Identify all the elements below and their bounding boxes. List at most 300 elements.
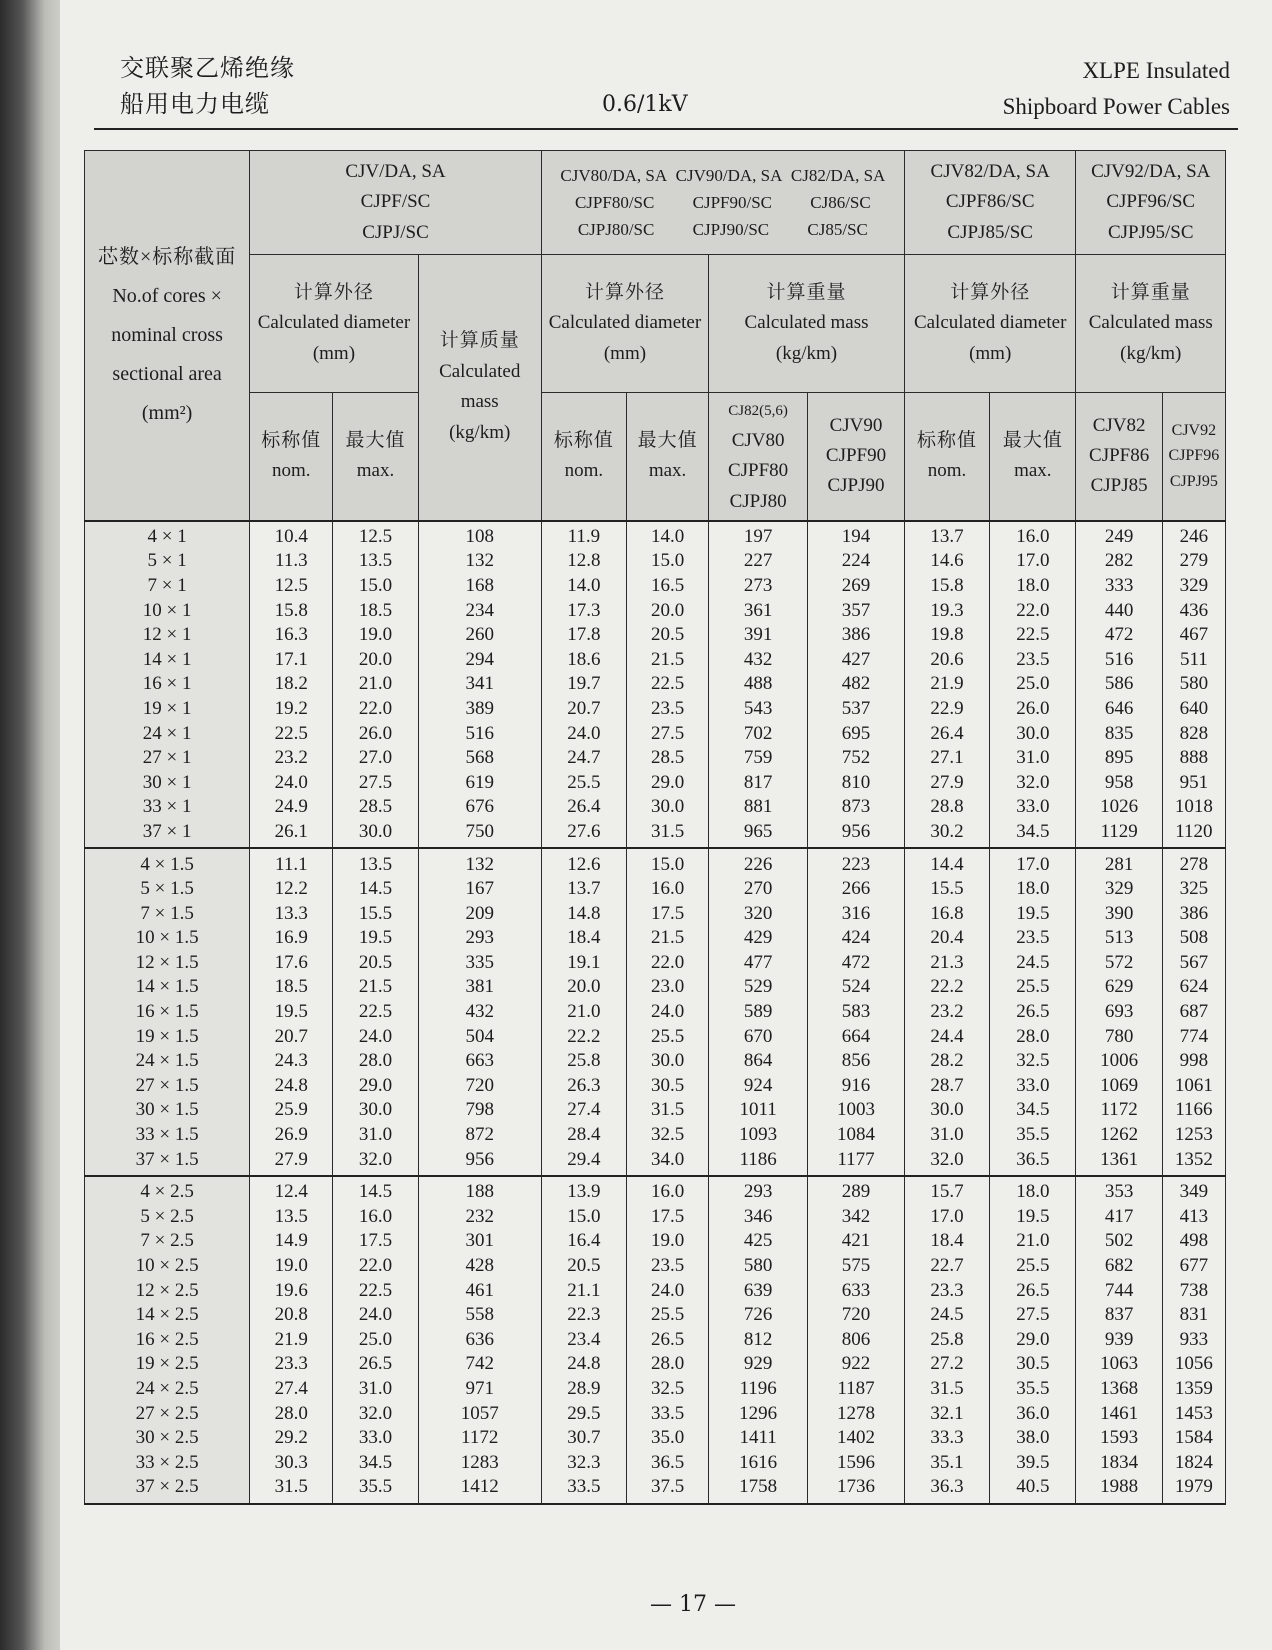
diameter-header-cn: 计算外径 [950,281,1031,303]
cell-g4-mass-92: 498 [1162,1229,1225,1254]
cell-g1-nom-diameter: 19.2 [250,697,333,722]
cell-core-size: 30 × 1.5 [85,1098,250,1123]
cell-core-size: 19 × 1.5 [85,1024,250,1049]
cell-g3-max-diameter: 26.0 [990,697,1076,722]
cell-g2-mass-80: 881 [709,795,808,820]
cell-g1-nom-diameter: 10.4 [250,521,333,550]
cell-g2-max-diameter: 23.5 [627,697,709,722]
cell-g1-max-diameter: 14.5 [333,1176,418,1205]
cell-g4-mass-92: 951 [1162,770,1225,795]
cell-g2-max-diameter: 30.0 [627,795,709,820]
sub-cjpf80: CJPF80 [727,460,789,482]
cell-g3-nom-diameter: 19.3 [904,598,989,623]
cell-g2-max-diameter: 17.5 [627,1205,709,1230]
cell-g1-mass: 209 [418,901,541,926]
cell-g2-mass-90: 266 [808,877,905,902]
table-row [85,1147,1226,1176]
cell-g1-mass: 636 [418,1328,541,1353]
cell-g2-nom-diameter: 30.7 [541,1426,626,1451]
cell-g1-nom-diameter: 18.5 [250,975,333,1000]
cell-g2-nom-diameter: 23.4 [541,1328,626,1353]
table-row [85,1328,1226,1353]
cell-g1-mass: 516 [418,721,541,746]
cell-core-size: 5 × 1 [85,549,250,574]
cell-g1-mass: 461 [418,1278,541,1303]
cell-g2-mass-80: 391 [709,623,808,648]
cell-g2-mass-80: 670 [709,1024,808,1049]
cell-g3-nom-diameter: 18.4 [904,1229,989,1254]
cell-g2-max-diameter: 30.5 [627,1074,709,1099]
cell-g1-nom-diameter: 26.9 [250,1123,333,1148]
cell-g4-mass-92: 1166 [1162,1098,1225,1123]
cell-g2-mass-90: 289 [808,1176,905,1205]
table-row [85,721,1226,746]
table-row [85,672,1226,697]
cell-g1-max-diameter: 32.0 [333,1401,418,1426]
cell-g2-mass-80: 543 [709,697,808,722]
table-row [85,549,1226,574]
cell-g2-mass-90: 720 [808,1303,905,1328]
cell-g2-mass-80: 965 [709,820,808,849]
cell-g4-mass-82: 682 [1076,1254,1162,1279]
cell-g4-mass-82: 1129 [1076,820,1162,849]
mass-header-unit: (kg/km) [449,421,511,443]
cell-g2-mass-80: 1186 [709,1147,808,1176]
sub-cjv82: CJV82 [1092,414,1146,436]
cell-g2-nom-diameter: 13.7 [541,877,626,902]
cell-g1-mass: 1283 [418,1450,541,1475]
cell-g1-mass: 389 [418,697,541,722]
cell-g4-mass-92: 508 [1162,926,1225,951]
cell-g1-mass: 1057 [418,1401,541,1426]
group2-model-h: CJPJ90/SC [692,220,770,240]
cell-g2-max-diameter: 28.5 [627,746,709,771]
cell-g3-max-diameter: 32.5 [990,1049,1076,1074]
cell-g2-max-diameter: 23.0 [627,975,709,1000]
sub-cjpj95: CJPJ95 [1169,473,1218,491]
cell-g4-mass-92: 1120 [1162,820,1225,849]
cell-g2-mass-80: 1296 [709,1401,808,1426]
table-header [85,151,1226,521]
cell-g2-mass-80: 580 [709,1254,808,1279]
cell-g3-max-diameter: 24.5 [990,951,1076,976]
group1-mass-header [418,255,541,521]
cell-g2-nom-diameter: 12.8 [541,549,626,574]
cell-g2-max-diameter: 21.5 [627,926,709,951]
cell-g1-nom-diameter: 24.3 [250,1049,333,1074]
cell-g2-mass-90: 806 [808,1328,905,1353]
cell-g1-nom-diameter: 28.0 [250,1401,333,1426]
cell-g2-nom-diameter: 22.3 [541,1303,626,1328]
group1-model-line3: CJPJ/SC [362,221,429,243]
cell-g1-max-diameter: 27.5 [333,770,418,795]
cell-g2-mass-90: 1177 [808,1147,905,1176]
cell-g3-nom-diameter: 21.3 [904,951,989,976]
table-row [85,1229,1226,1254]
cell-g1-nom-diameter: 19.6 [250,1278,333,1303]
cell-g1-nom-diameter: 14.9 [250,1229,333,1254]
table-row [85,1098,1226,1123]
cell-g2-max-diameter: 34.0 [627,1147,709,1176]
cell-g4-mass-92: 436 [1162,598,1225,623]
diameter-header-cn: 计算外径 [584,281,665,303]
cell-g2-mass-80: 1196 [709,1377,808,1402]
nom-header [904,393,989,521]
diameter-header-en: Calculated diameter [913,312,1067,334]
cell-g4-mass-92: 1359 [1162,1377,1225,1402]
cell-g2-nom-diameter: 29.4 [541,1147,626,1176]
cell-g4-mass-92: 278 [1162,848,1225,877]
cell-g4-mass-82: 1834 [1076,1450,1162,1475]
cell-g2-nom-diameter: 14.8 [541,901,626,926]
cell-g3-max-diameter: 18.0 [990,877,1076,902]
cell-g1-mass: 188 [418,1176,541,1205]
cell-core-size: 4 × 2.5 [85,1176,250,1205]
cell-core-size: 16 × 1.5 [85,1000,250,1025]
cell-g4-mass-92: 1584 [1162,1426,1225,1451]
cell-g1-max-diameter: 22.5 [333,1000,418,1025]
cell-core-size: 33 × 1 [85,795,250,820]
cell-g4-mass-82: 586 [1076,672,1162,697]
cell-core-size: 10 × 1 [85,598,250,623]
cell-g1-mass: 720 [418,1074,541,1099]
cell-g3-nom-diameter: 19.8 [904,623,989,648]
cell-g2-nom-diameter: 25.5 [541,770,626,795]
cell-g2-max-diameter: 28.0 [627,1352,709,1377]
cell-g4-mass-82: 693 [1076,1000,1162,1025]
cell-g2-nom-diameter: 27.4 [541,1098,626,1123]
diameter-header-unit: (mm) [603,342,647,364]
table-row [85,1024,1226,1049]
max-header-cn: 最大值 [1002,429,1063,451]
cell-g1-mass: 750 [418,820,541,849]
cell-g2-max-diameter: 31.5 [627,1098,709,1123]
cell-g2-max-diameter: 20.5 [627,623,709,648]
group2-model-b: CJV90/DA, SA [675,165,783,185]
table-row [85,647,1226,672]
table-row [85,1049,1226,1074]
cell-g2-max-diameter: 22.0 [627,951,709,976]
cell-g3-max-diameter: 22.5 [990,623,1076,648]
cell-core-size: 24 × 1.5 [85,1049,250,1074]
cell-g1-max-diameter: 24.0 [333,1024,418,1049]
cell-g2-max-diameter: 27.5 [627,721,709,746]
cell-g4-mass-92: 413 [1162,1205,1225,1230]
cell-g4-mass-82: 333 [1076,574,1162,599]
cell-g1-max-diameter: 22.5 [333,1278,418,1303]
cell-g3-nom-diameter: 28.2 [904,1049,989,1074]
cell-g1-max-diameter: 20.5 [333,951,418,976]
cell-g4-mass-92: 831 [1162,1303,1225,1328]
cell-core-size: 10 × 1.5 [85,926,250,951]
cell-g2-max-diameter: 35.0 [627,1426,709,1451]
group1-models-header [250,151,542,255]
cell-g2-mass-90: 224 [808,549,905,574]
cell-g3-max-diameter: 31.0 [990,746,1076,771]
cell-g4-mass-92: 1979 [1162,1475,1225,1504]
cell-g2-mass-90: 810 [808,770,905,795]
cell-g1-mass: 301 [418,1229,541,1254]
cell-g4-mass-82: 958 [1076,770,1162,795]
cell-g2-mass-80: 924 [709,1074,808,1099]
cell-g1-nom-diameter: 27.9 [250,1147,333,1176]
cell-core-size: 4 × 1 [85,521,250,550]
table-row [85,975,1226,1000]
cell-g2-max-diameter: 21.5 [627,647,709,672]
table-row [85,1254,1226,1279]
table-row [85,598,1226,623]
cell-g3-nom-diameter: 23.2 [904,1000,989,1025]
cell-g3-max-diameter: 34.5 [990,820,1076,849]
cell-g4-mass-92: 1824 [1162,1450,1225,1475]
cell-core-size: 37 × 2.5 [85,1475,250,1504]
cell-g4-mass-92: 687 [1162,1000,1225,1025]
cell-g1-max-diameter: 32.0 [333,1147,418,1176]
cell-g4-mass-82: 1026 [1076,795,1162,820]
table-row [85,820,1226,849]
cell-g1-max-diameter: 16.0 [333,1205,418,1230]
cell-g2-max-diameter: 22.5 [627,672,709,697]
cell-core-size: 12 × 1.5 [85,951,250,976]
cell-g4-mass-92: 349 [1162,1176,1225,1205]
cell-g1-mass: 504 [418,1024,541,1049]
cell-core-size: 37 × 1.5 [85,1147,250,1176]
cell-g2-max-diameter: 19.0 [627,1229,709,1254]
cell-g3-nom-diameter: 14.4 [904,848,989,877]
cell-g1-nom-diameter: 13.5 [250,1205,333,1230]
diameter-header-unit: (mm) [969,342,1012,364]
cjv80-subheader [709,393,808,521]
cell-g2-mass-90: 633 [808,1278,905,1303]
cjv82-subheader [1076,393,1162,521]
nom-header-en: nom. [927,460,967,482]
cell-g4-mass-92: 1253 [1162,1123,1225,1148]
cell-g4-mass-82: 513 [1076,926,1162,951]
cell-g4-mass-92: 888 [1162,746,1225,771]
cell-g3-nom-diameter: 15.7 [904,1176,989,1205]
cell-g4-mass-92: 1352 [1162,1147,1225,1176]
cell-g1-nom-diameter: 29.2 [250,1426,333,1451]
cell-g1-mass: 558 [418,1303,541,1328]
table-row [85,1176,1226,1205]
cell-g1-nom-diameter: 12.2 [250,877,333,902]
cell-g1-mass: 428 [418,1254,541,1279]
cell-g4-mass-82: 835 [1076,721,1162,746]
cell-g1-nom-diameter: 20.7 [250,1024,333,1049]
cell-g4-mass-92: 677 [1162,1254,1225,1279]
cell-g1-mass: 234 [418,598,541,623]
cell-g2-mass-80: 226 [709,848,808,877]
cell-g1-max-diameter: 30.0 [333,1098,418,1123]
cell-g1-mass: 167 [418,877,541,902]
cell-g3-nom-diameter: 22.7 [904,1254,989,1279]
cell-g2-mass-80: 639 [709,1278,808,1303]
cell-g4-mass-92: 828 [1162,721,1225,746]
core-size-header-unit: (mm²) [141,401,193,424]
cell-g4-mass-92: 998 [1162,1049,1225,1074]
cell-g4-mass-82: 1988 [1076,1475,1162,1504]
max-header-en: max. [1014,460,1052,482]
cell-g2-nom-diameter: 27.6 [541,820,626,849]
cell-g2-nom-diameter: 20.5 [541,1254,626,1279]
cell-g1-nom-diameter: 30.3 [250,1450,333,1475]
cell-g1-max-diameter: 21.5 [333,975,418,1000]
nom-header [541,393,626,521]
cell-core-size: 7 × 1.5 [85,901,250,926]
cell-g3-max-diameter: 25.5 [990,975,1076,1000]
cell-core-size: 5 × 1.5 [85,877,250,902]
sub-cjpj80: CJPJ80 [729,490,787,512]
cell-g4-mass-92: 246 [1162,521,1225,550]
cell-g3-nom-diameter: 36.3 [904,1475,989,1504]
max-header-en: max. [648,460,687,482]
cell-g1-mass: 742 [418,1352,541,1377]
cell-core-size: 27 × 1 [85,746,250,771]
cell-g1-max-diameter: 28.0 [333,1049,418,1074]
cell-core-size: 14 × 1.5 [85,975,250,1000]
cell-g3-max-diameter: 26.5 [990,1000,1076,1025]
cell-g2-mass-80: 812 [709,1328,808,1353]
group3-models-header [904,151,1076,255]
cell-g4-mass-82: 1368 [1076,1377,1162,1402]
table-row [85,1123,1226,1148]
cell-g2-mass-80: 817 [709,770,808,795]
cell-g4-mass-82: 281 [1076,848,1162,877]
cell-g1-mass: 798 [418,1098,541,1123]
cell-g2-mass-80: 726 [709,1303,808,1328]
cell-g2-mass-80: 477 [709,951,808,976]
cell-g2-max-diameter: 25.5 [627,1024,709,1049]
core-size-header-cn: 芯数×标称截面 [97,245,237,268]
cell-g3-nom-diameter: 20.4 [904,926,989,951]
cell-g2-max-diameter: 15.0 [627,549,709,574]
cell-g2-max-diameter: 36.5 [627,1450,709,1475]
cell-g1-nom-diameter: 24.0 [250,770,333,795]
cell-g3-nom-diameter: 26.4 [904,721,989,746]
cell-g2-mass-80: 227 [709,549,808,574]
cell-g1-max-diameter: 19.5 [333,926,418,951]
cell-g1-max-diameter: 33.0 [333,1426,418,1451]
cell-g3-max-diameter: 22.0 [990,598,1076,623]
table-row [85,770,1226,795]
cell-g3-max-diameter: 29.0 [990,1328,1076,1353]
group2-model-e: CJPF90/SC [692,192,772,212]
cell-g2-mass-90: 524 [808,975,905,1000]
cell-core-size: 16 × 2.5 [85,1328,250,1353]
cell-g1-nom-diameter: 21.9 [250,1328,333,1353]
cell-g2-mass-80: 320 [709,901,808,926]
cell-g2-max-diameter: 24.0 [627,1278,709,1303]
weight-header-cn: 计算重量 [766,281,847,303]
cell-g2-mass-80: 702 [709,721,808,746]
table-row [85,901,1226,926]
cell-g2-mass-90: 1003 [808,1098,905,1123]
weight-header-en: Calculated mass [744,312,869,334]
cell-g1-max-diameter: 21.0 [333,672,418,697]
cell-g1-nom-diameter: 15.8 [250,598,333,623]
cell-g1-max-diameter: 35.5 [333,1475,418,1504]
nom-header [250,393,333,521]
cell-g3-nom-diameter: 30.0 [904,1098,989,1123]
table-row [85,1205,1226,1230]
cell-g1-max-diameter: 15.5 [333,901,418,926]
cell-g3-max-diameter: 19.5 [990,1205,1076,1230]
cell-g1-mass: 260 [418,623,541,648]
cell-g2-mass-80: 425 [709,1229,808,1254]
table-row [85,1377,1226,1402]
cell-g2-mass-80: 929 [709,1352,808,1377]
cell-g2-max-diameter: 32.5 [627,1123,709,1148]
cell-g4-mass-92: 1453 [1162,1401,1225,1426]
diameter-header-cn: 计算外径 [293,281,374,303]
cell-core-size: 37 × 1 [85,820,250,849]
cell-g2-nom-diameter: 17.3 [541,598,626,623]
cell-g3-max-diameter: 35.5 [990,1123,1076,1148]
cell-g2-nom-diameter: 28.4 [541,1123,626,1148]
cell-g2-max-diameter: 30.0 [627,1049,709,1074]
cell-g3-nom-diameter: 22.2 [904,975,989,1000]
cell-g1-mass: 335 [418,951,541,976]
cell-g2-mass-80: 529 [709,975,808,1000]
cell-g3-max-diameter: 32.0 [990,770,1076,795]
cell-g3-max-diameter: 23.5 [990,647,1076,672]
cell-g2-nom-diameter: 11.9 [541,521,626,550]
cell-g2-mass-90: 427 [808,647,905,672]
cell-g1-nom-diameter: 17.6 [250,951,333,976]
cell-g3-max-diameter: 17.0 [990,549,1076,574]
group4-weight-header [1076,255,1226,393]
cell-g1-mass: 676 [418,795,541,820]
cell-g4-mass-92: 624 [1162,975,1225,1000]
cell-g3-max-diameter: 38.0 [990,1426,1076,1451]
cell-g1-max-diameter: 25.0 [333,1328,418,1353]
cell-g1-mass: 132 [418,549,541,574]
group1-model-line1: CJV/DA, SA [345,160,446,182]
cell-g3-nom-diameter: 27.2 [904,1352,989,1377]
cell-g2-mass-90: 342 [808,1205,905,1230]
cell-g2-mass-80: 589 [709,1000,808,1025]
page-number: — 17 — [650,1592,736,1617]
cell-g2-nom-diameter: 18.6 [541,647,626,672]
cell-g4-mass-92: 511 [1162,647,1225,672]
cell-g3-max-diameter: 19.5 [990,901,1076,926]
cell-g1-max-diameter: 22.0 [333,1254,418,1279]
cell-g1-max-diameter: 26.0 [333,721,418,746]
group3-model-line1: CJV82/DA, SA [930,160,1050,182]
cell-g2-max-diameter: 15.0 [627,848,709,877]
cell-g2-mass-80: 429 [709,926,808,951]
cell-g1-max-diameter: 13.5 [333,549,418,574]
cell-g3-max-diameter: 26.5 [990,1278,1076,1303]
table-row [85,746,1226,771]
cell-core-size: 7 × 1 [85,574,250,599]
group2-model-a: CJV80/DA, SA [560,165,668,185]
header-divider [94,128,1238,130]
group2-model-c: CJ82/DA, SA [790,165,886,185]
cell-g3-nom-diameter: 27.9 [904,770,989,795]
cell-g2-max-diameter: 16.5 [627,574,709,599]
cell-g2-max-diameter: 29.0 [627,770,709,795]
cell-g1-max-diameter: 27.0 [333,746,418,771]
cell-g3-nom-diameter: 17.0 [904,1205,989,1230]
cell-g1-nom-diameter: 23.3 [250,1352,333,1377]
group2-weight-header [709,255,905,393]
cell-g2-mass-80: 488 [709,672,808,697]
cell-g1-nom-diameter: 16.9 [250,926,333,951]
cell-g2-mass-80: 361 [709,598,808,623]
max-header-cn: 最大值 [637,429,698,451]
cell-g4-mass-92: 467 [1162,623,1225,648]
